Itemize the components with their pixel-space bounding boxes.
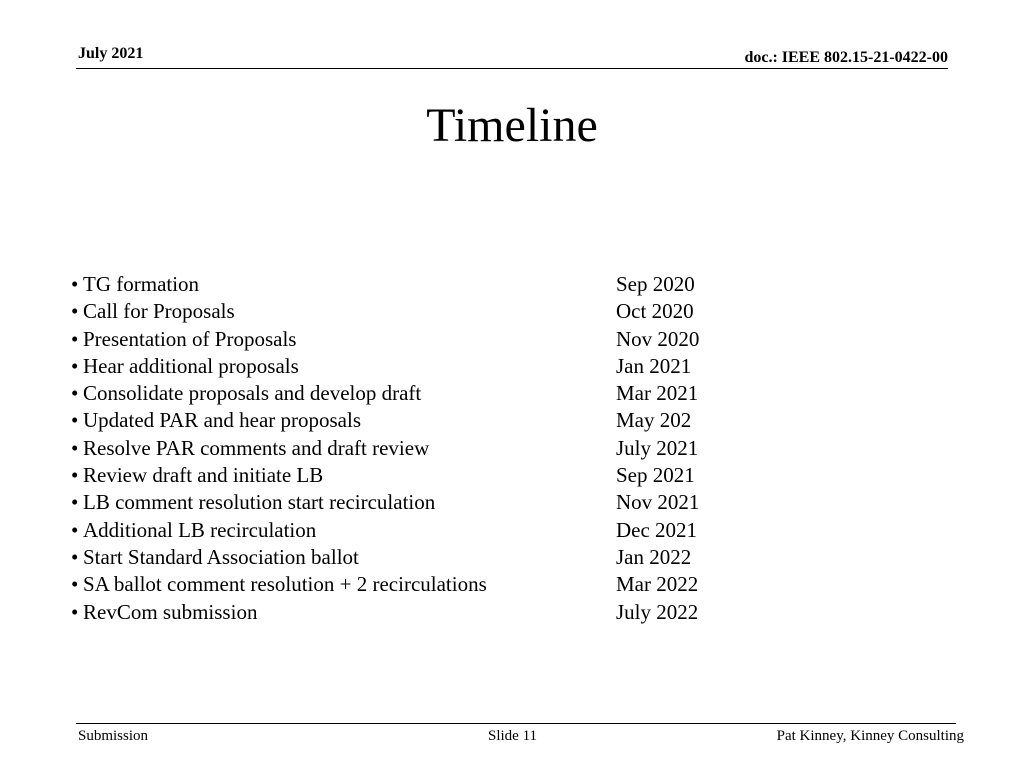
header-doc-id: doc.: IEEE 802.15-21-0422-00	[744, 49, 948, 66]
timeline-date: Sep 2021	[616, 463, 695, 488]
timeline-date: July 2021	[616, 435, 699, 460]
timeline-item	[71, 380, 699, 407]
timeline-event: TG formation	[83, 272, 200, 296]
timeline-date: Dec 2021	[616, 517, 698, 542]
footer-author: Pat Kinney, Kinney Consulting	[776, 728, 964, 744]
timeline-item	[71, 298, 699, 325]
timeline-event: Resolve PAR comments and draft review	[83, 435, 430, 460]
timeline-item	[71, 571, 699, 598]
bullet-icon: •	[71, 381, 79, 406]
header-date: July 2021	[78, 45, 144, 62]
timeline-event: Hear additional proposals	[83, 353, 299, 378]
timeline-item	[71, 353, 699, 380]
bullet-icon: •	[71, 463, 79, 488]
timeline-event: Call for Proposals	[83, 299, 235, 324]
header-divider	[76, 68, 948, 69]
timeline-event: SA ballot comment resolution + 2 recirculations	[83, 572, 487, 597]
bullet-icon: •	[71, 272, 79, 296]
timeline-item	[71, 517, 699, 544]
timeline-date: Nov 2021	[616, 490, 700, 515]
timeline-event: Start Standard Association ballot	[83, 544, 359, 569]
footer-divider	[76, 723, 956, 724]
timeline-item	[71, 271, 699, 298]
bullet-icon: •	[71, 490, 79, 515]
timeline-event: Review draft and initiate LB	[83, 463, 324, 488]
timeline-item	[71, 599, 699, 626]
timeline-item	[71, 462, 699, 489]
timeline-date: Jan 2022	[616, 544, 692, 569]
bullet-icon: •	[71, 326, 79, 351]
timeline-item	[71, 544, 699, 571]
timeline-event: Consolidate proposals and develop draft	[83, 381, 422, 406]
bullet-icon: •	[71, 435, 79, 460]
bullet-icon: •	[71, 353, 79, 378]
bullet-icon: •	[71, 517, 79, 542]
bullet-icon: •	[71, 544, 79, 569]
footer-slide-number: Slide 11	[488, 728, 538, 744]
timeline-date: Mar 2022	[616, 572, 699, 597]
bullet-icon: •	[71, 572, 79, 597]
timeline-item	[71, 407, 699, 434]
timeline-date: Mar 2021	[616, 381, 699, 406]
timeline-list	[71, 271, 699, 626]
timeline-item	[71, 435, 699, 462]
footer-submission: Submission	[78, 728, 149, 744]
timeline-event: Additional LB recirculation	[83, 517, 317, 542]
timeline-event: Presentation of Proposals	[83, 326, 297, 351]
timeline-date: Jan 2021	[616, 353, 692, 378]
timeline-item	[71, 489, 699, 516]
timeline-date: May 202	[616, 408, 692, 433]
timeline-date: Sep 2020	[616, 272, 695, 296]
timeline-item	[71, 326, 699, 353]
slide-title: Timeline	[426, 99, 598, 152]
timeline-event: Updated PAR and hear proposals	[83, 408, 362, 433]
bullet-icon: •	[71, 408, 79, 433]
timeline-date: July 2022	[616, 599, 699, 624]
timeline-date: Oct 2020	[616, 299, 694, 324]
bullet-icon: •	[71, 299, 79, 324]
timeline-event: LB comment resolution start recirculation	[83, 490, 436, 515]
timeline-event: RevCom submission	[83, 599, 258, 624]
timeline-date: Nov 2020	[616, 326, 700, 351]
bullet-icon: •	[71, 599, 79, 624]
